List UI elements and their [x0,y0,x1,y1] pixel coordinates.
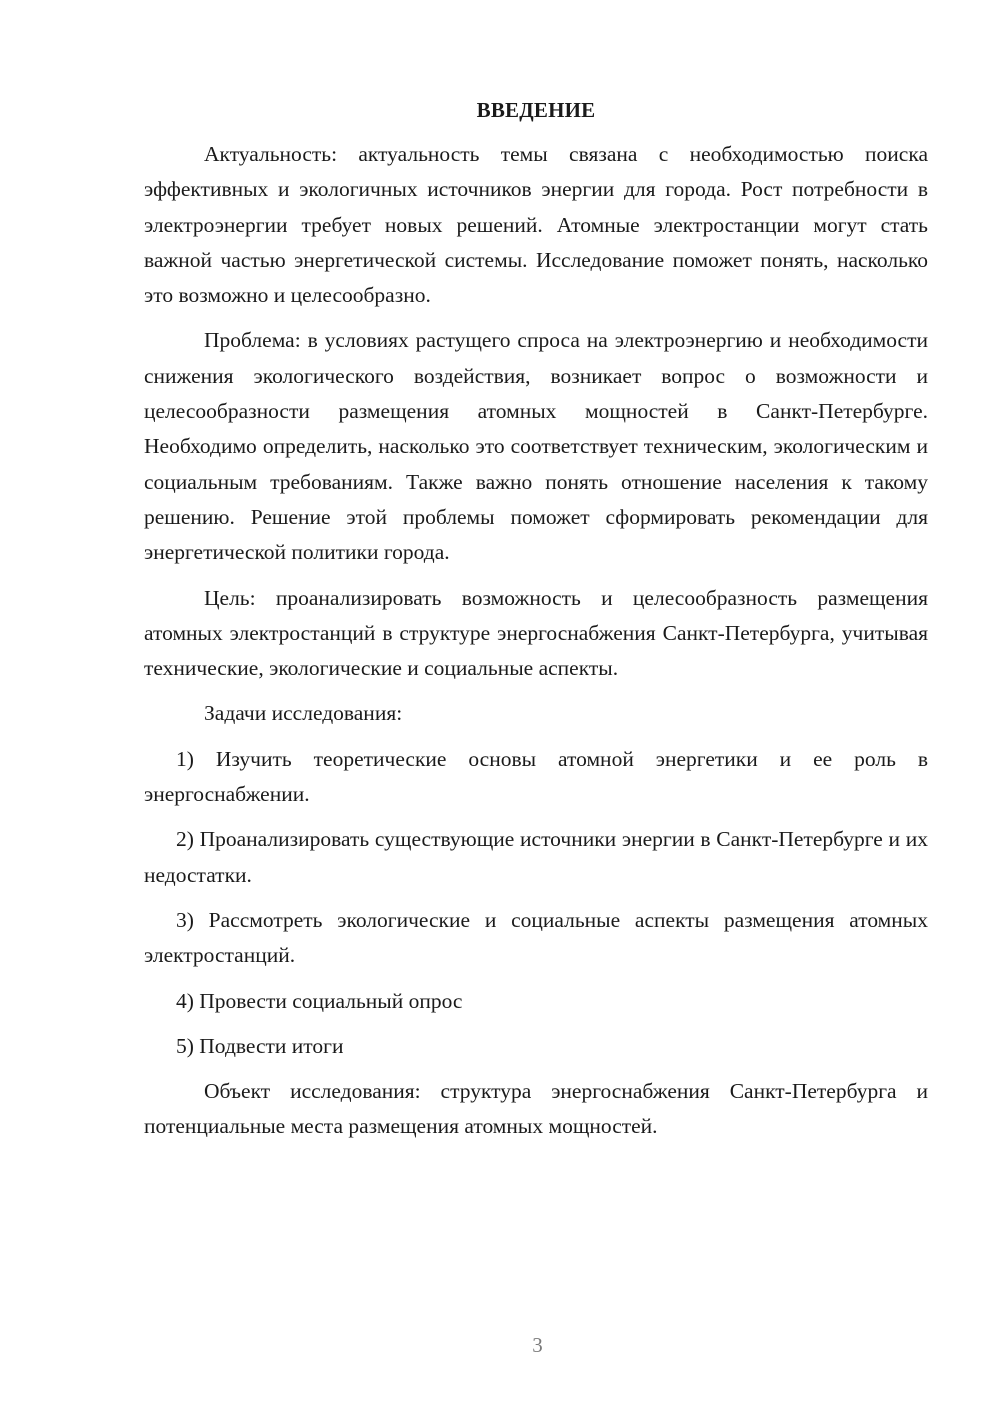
task-item-1: 1) Изучить теоретические основы атомной энергетики и ее роль в энергоснабжении. [144,746,928,807]
tasks-intro: Задачи исследования: [204,701,403,726]
relevance-paragraph: Актуальность: актуальность темы связана с необходимостью поиска эффективных и экологичных источников энергии для города. Рост потребности в электроэнергии требует новых решений. Атомные электростанции могут стать важной частью энергетической системы. Исследование поможет понять, насколько это возможно и целесообразно. [144,142,928,308]
task-item-5: 5) Подвести итоги [176,1033,344,1058]
paragraph-spacer [144,686,928,696]
paragraph-spacer [144,1064,928,1074]
task-item-4: 4) Провести социальный опрос [176,988,463,1013]
problem-paragraph: Проблема: в условиях растущего спроса на электроэнергию и необходимости снижения экологического воздействия, возникает вопрос о возможности и целесообразности размещения атомных мощностей в Санкт-Петербурге. Необходимо определить, насколько это соответствует техническим, экологическим и социальным требованиям. Также важно понять отношение населения к такому решению. Решение этой проблемы поможет сформировать рекомендации для энергетической политики города. [144,328,928,565]
page-content [144,95,928,1145]
paragraph-spacer [144,732,928,742]
paragraph-spacer [144,812,928,822]
paragraph-spacer [144,313,928,323]
page-number: 3 [532,1333,543,1357]
paragraph-spacer [144,893,928,903]
paragraph-spacer [144,974,928,984]
section-heading: ВВЕДЕНИЕ [476,98,596,122]
task-item-2: 2) Проанализировать существующие источники энергии в Санкт-Петербурге и их недостатки. [144,827,928,887]
paragraph-spacer [144,1019,928,1029]
paragraph-spacer [144,571,928,581]
task-item-3: 3) Рассмотреть экологические и социальные аспекты размещения атомных электростанций. [144,907,928,968]
goal-paragraph: Цель: проанализировать возможность и целесообразность размещения атомных электростанций в структуре энергоснабжения Санкт-Петербурга, учитывая технические, экологические и социальные аспекты. [144,585,928,681]
object-paragraph: Объект исследования: структура энергоснабжения Санкт-Петербурга и потенциальные места размещения атомных мощностей. [144,1079,928,1139]
